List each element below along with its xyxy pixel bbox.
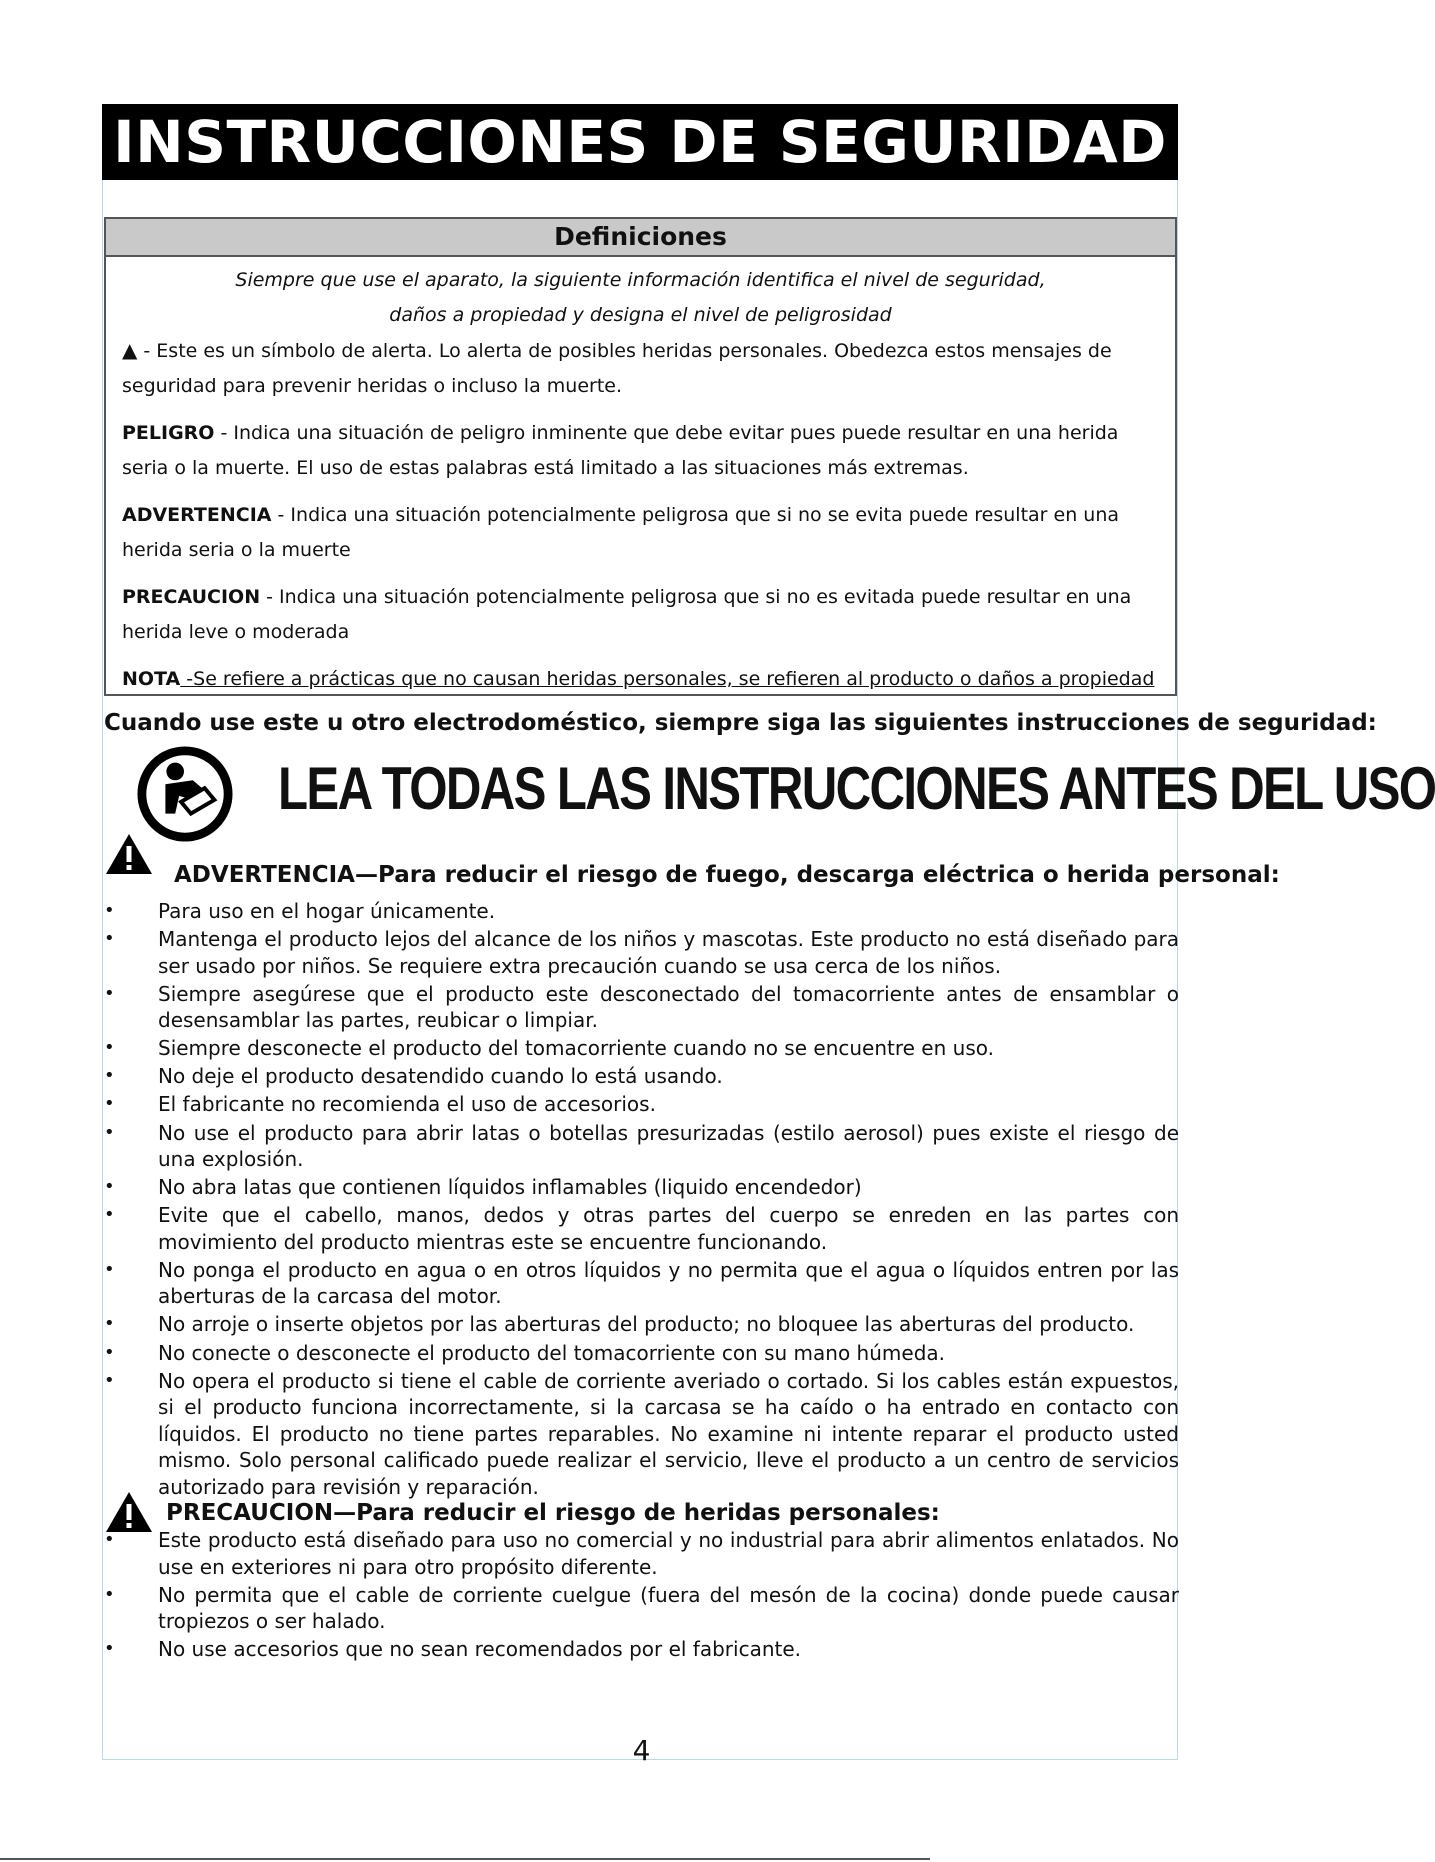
caution-item: • No permita que el cable de corriente cuelgue (fuera del mesón de la cocina) donde puede causar tropiezos o ser halado. [104, 1582, 1179, 1635]
definition-precaucion [106, 580, 1175, 650]
definitions-intro [106, 263, 1175, 333]
definition-nota [106, 662, 1175, 697]
page-number: 4 [632, 1734, 651, 1767]
advertencia-term: ADVERTENCIA [122, 504, 272, 526]
caution-list [104, 1527, 1179, 1664]
warning-heading: ADVERTENCIA—Para reducir el riesgo de fuego, descarga eléctrica o herida personal: [174, 862, 1280, 888]
peligro-term: PELIGRO [122, 422, 215, 444]
warning-item: • Para uso en el hogar únicamente. [104, 898, 1179, 925]
caution-item: • Este producto está diseñado para uso no comercial y no industrial para abrir alimentos enlatados. No use en exteriores ni para otro propósito diferente. [104, 1527, 1179, 1580]
warning-list [104, 898, 1179, 1502]
warning-item: • No opera el producto si tiene el cable de corriente averiado o cortado. Si los cables están expuestos, si el producto funciona incorrectamente, si la carcasa se ha caído o ha entrado en contacto con líquidos. El producto no tiene partes reparables. No examine ni intente reparar el producto usted mismo. Solo personal calificado puede realizar el servicio, lleve el producto a un centro de servicios autorizado para revisión y reparación. [104, 1368, 1179, 1501]
definition-alert-symbol [106, 333, 1175, 404]
definitions-header: Definiciones [106, 219, 1175, 257]
bottom-divider [0, 1858, 930, 1860]
warning-item: • No deje el producto desatendido cuando lo está usando. [104, 1063, 1179, 1090]
read-all-instructions-title: LEA TODAS LAS INSTRUCCIONES ANTES DEL USO [278, 755, 1435, 822]
warning-item: • No ponga el producto en agua o en otros líquidos y no permita que el agua o líquidos entren por las aberturas de la carcasa del motor. [104, 1257, 1179, 1310]
page-title: INSTRUCCIONES DE SEGURIDAD [102, 104, 1178, 180]
definition-advertencia [106, 498, 1175, 568]
warning-item: • No use el producto para abrir latas o botellas presurizadas (estilo aerosol) pues existe el riesgo de una explosión. [104, 1120, 1179, 1173]
precaucion-text: - Indica una situación potencialmente peligrosa que si no es evitada puede resultar en una herida leve o moderada [122, 586, 1132, 643]
read-manual-icon [136, 745, 234, 843]
nota-text: -Se refiere a prácticas que no causan heridas personales, se refieren al producto o daños a propiedad [180, 668, 1155, 690]
advertencia-text: - Indica una situación potencialmente peligrosa que si no se evita puede resultar en una herida seria o la muerte [122, 504, 1120, 561]
definitions-intro-line-1: Siempre que use el aparato, la siguiente información identifica el nivel de seguridad, [235, 269, 1046, 291]
definition-peligro [106, 416, 1175, 486]
warning-item: • El fabricante no recomienda el uso de accesorios. [104, 1091, 1179, 1118]
warning-triangle-icon [104, 832, 154, 876]
alert-symbol-icon: ▲ [122, 338, 138, 362]
warning-item: • No conecte o desconecte el producto del tomacorriente con su mano húmeda. [104, 1340, 1179, 1367]
definitions-box [104, 217, 1177, 696]
definitions-intro-line-2: daños a propiedad y designa el nivel de peligrosidad [389, 304, 892, 326]
warning-item: • No arroje o inserte objetos por las aberturas del producto; no bloquee las aberturas del producto. [104, 1311, 1179, 1338]
nota-term: NOTA [122, 668, 181, 690]
warning-item: • Evite que el cabello, manos, dedos y otras partes del cuerpo se enreden en las partes con movimiento del producto mientras este se encuentre funcionando. [104, 1202, 1179, 1255]
warning-item: • No abra latas que contienen líquidos inflamables (liquido encendedor) [104, 1174, 1179, 1201]
peligro-text: - Indica una situación de peligro inminente que debe evitar pues puede resultar en una herida seria o la muerte. El uso de estas palabras está limitado a las situaciones más extremas. [122, 422, 1119, 479]
caution-heading: PRECAUCION—Para reducir el riesgo de heridas personales: [166, 1500, 940, 1526]
lead-instruction: Cuando use este u otro electrodoméstico, siempre siga las siguientes instrucciones de seguridad: [104, 710, 1377, 736]
precaucion-term: PRECAUCION [122, 586, 261, 608]
caution-item: • No use accesorios que no sean recomendados por el fabricante. [104, 1636, 1179, 1663]
warning-item: • Siempre desconecte el producto del tomacorriente cuando no se encuentre en uso. [104, 1035, 1179, 1062]
alert-text: - Este es un símbolo de alerta. Lo alerta de posibles heridas personales. Obedezca estos mensajes de seguridad para prevenir heridas o incluso la muerte. [122, 340, 1112, 397]
warning-item: • Mantenga el producto lejos del alcance de los niños y mascotas. Este producto no está diseñado para ser usado por niños. Se requiere extra precaución cuando se usa cerca de los niños. [104, 926, 1179, 979]
warning-item: • Siempre asegúrese que el producto este desconectado del tomacorriente antes de ensamblar o desensamblar las partes, reubicar o limpiar. [104, 981, 1179, 1034]
